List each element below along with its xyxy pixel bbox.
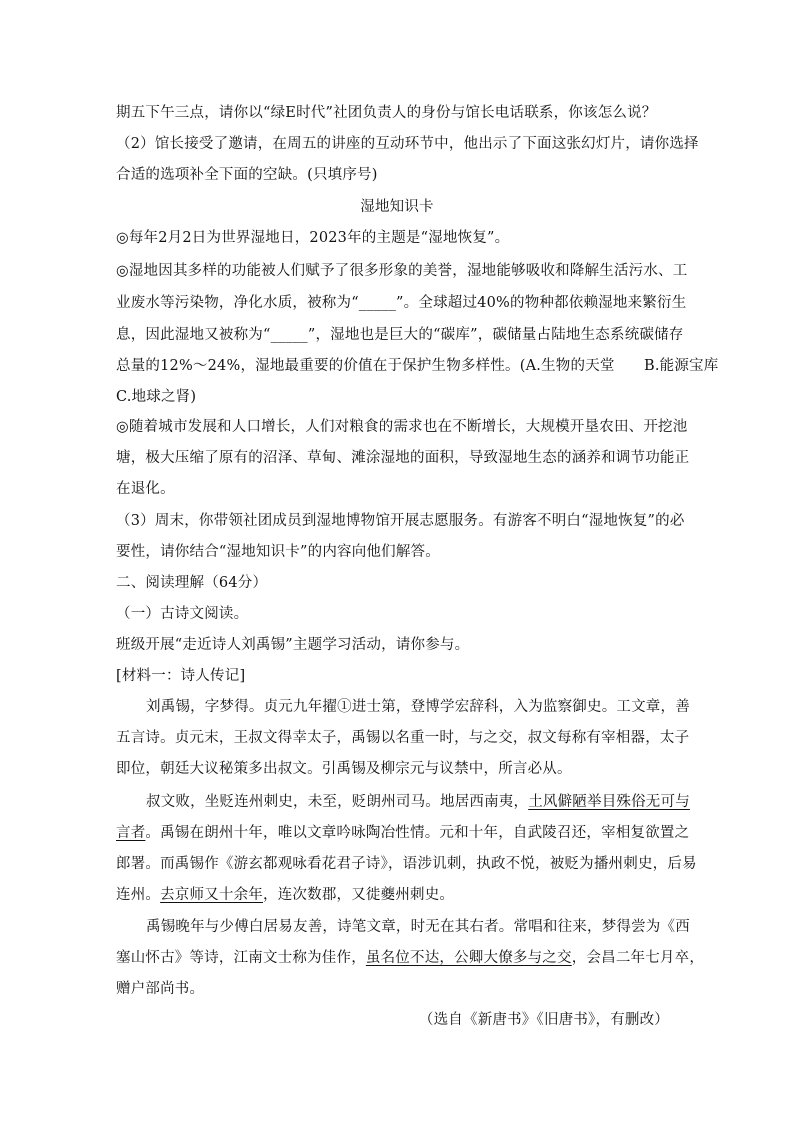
bio-paragraph-1-line-1: 刘禹锡，字梦得。贞元九年擢①进士第，登博学宏辞科，入为监察御史。工文章，善	[146, 699, 690, 715]
card-paragraph-3-line-1: ◎随着城市发展和人口增长，人们对粮食的需求也在不断增长，大规模开垦农田、开挖池	[116, 419, 688, 435]
underlined-phrase: 虽名位不达，公卿大僚多与之交	[365, 950, 572, 966]
bio-text: 。禹锡在朗州十年，唯以文章吟咏陶冶性情。元和十年，自武陵召还，宰相复欲置之	[145, 825, 690, 841]
underlined-phrase: 土风僻陋举目殊俗无可与	[528, 794, 690, 810]
card-paragraph-3-line-2: 塘，极大压缩了原有的沼泽、草甸、滩涂湿地的面积，导致湿地生态的涵养和调节功能正	[116, 450, 690, 466]
question-intro-line: 期五下午三点，请你以“绿E时代”社团负责人的身份与馆长电话联系，你该怎么说？	[116, 105, 657, 121]
bio-paragraph-2-line-3: 郎署。而禹锡作《游玄都观咏看花君子诗》，语涉讥刺，执政不悦，被贬为播州刺史，后易	[116, 856, 697, 872]
bio-text: ，连次数郡，又徙夔州刺史。	[263, 887, 455, 903]
question-2-line-1: （2）馆长接受了邀请，在周五的讲座的互动环节中，他出示了下面这张幻灯片，请你选择	[116, 136, 699, 152]
card-paragraph-2-line-1: ◎湿地因其多样的功能被人们赋予了很多形象的美誉，湿地能够吸收和降解生活污水、工	[116, 263, 688, 279]
bio-text: 叔文败，坐贬连州刺史，未至，贬朗州司马。地居西南夷，	[146, 794, 529, 810]
activity-intro: 班级开展“走近诗人刘禹锡”主题学习活动，请你参与。	[116, 637, 470, 653]
card-paragraph-2-line-2: 业废水等污染物，净化水质，被称为“_____”。全球超过40%的物种都依赖湿地来繁衍生	[116, 295, 687, 311]
question-3-line-1: （3）周末，你带领社团成员到湿地博物馆开展志愿服务。有游客不明白“湿地恢复”的必	[116, 513, 685, 529]
card-paragraph-3-line-3: 在退化。	[116, 481, 175, 497]
underlined-phrase: 去京师又十余年	[160, 887, 264, 903]
card-title: 湿地知识卡	[360, 199, 434, 215]
bio-paragraph-2-line-4	[116, 886, 454, 904]
underlined-phrase: 言者	[116, 825, 146, 841]
card-paragraph-2-line-3: 息，因此湿地又被称为“_____”，湿地也是巨大的“碳库”，碳储量占陆地生态系统碳储存	[116, 327, 684, 343]
card-paragraph-2-line-5: C.地球之肾)	[116, 389, 197, 405]
bio-paragraph-3-line-3: 赠户部尚书。	[116, 981, 205, 997]
bio-paragraph-2-line-1	[146, 793, 690, 811]
bio-text: 连州。	[116, 887, 161, 903]
question-2-line-2: 合适的选项补全下面的空缺。(只填序号)	[116, 167, 378, 183]
material-1-label: [材料一：诗人传记]	[116, 668, 246, 684]
question-3-line-2: 要性，请你结合“湿地知识卡”的内容向他们解答。	[116, 544, 440, 560]
bio-text: ，会昌二年七月卒，	[571, 950, 705, 966]
source-citation: （选自《新唐书》《旧唐书》，有删改）	[418, 1012, 669, 1028]
bio-paragraph-3-line-2	[116, 949, 704, 967]
section-2-1-heading: （一）古诗文阅读。	[116, 606, 249, 622]
bio-paragraph-1-line-3: 即位，朝廷大议秘策多出叔文。引禹锡及柳宗元与议禁中，所言必从。	[116, 761, 572, 777]
card-paragraph-1: ◎每年2月2日为世界湿地日，2023年的主题是“湿地恢复”。	[116, 230, 510, 246]
card-paragraph-2-line-4: 总量的12%～24%，湿地最重要的价值在于保护生物多样性。(A.生物的天堂 B.能源宝库	[116, 358, 719, 374]
bio-paragraph-3-line-1: 禹锡晚年与少傅白居易友善，诗笔文章，时无在其右者。常唱和往来，梦得尝为《西	[146, 919, 690, 935]
bio-paragraph-2-line-2	[116, 824, 689, 842]
section-2-heading: 二、阅读理解（64分）	[116, 575, 268, 591]
bio-text: 塞山怀古》等诗，江南文士称为佳作，	[116, 950, 366, 966]
bio-paragraph-1-line-2: 五言诗。贞元末，王叔文得幸太子，禹锡以名重一时，与之交，叔文每称有宰相器，太子	[116, 730, 690, 746]
